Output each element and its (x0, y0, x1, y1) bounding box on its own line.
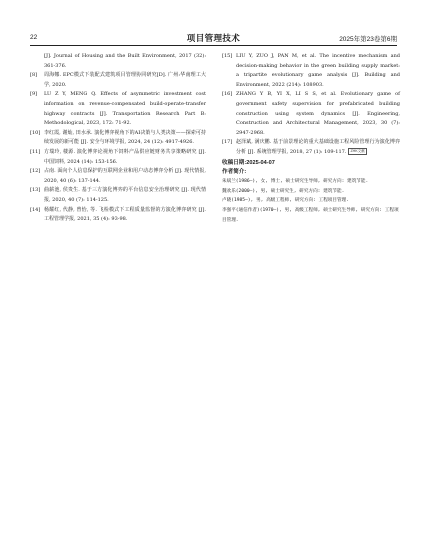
reference-text: LIU Y, ZUO J, PAN M, et al. The incentive mechanism and decision-making behavior in the green building supply market: a tripartite evolutionary game analysis [J]. Building and Environment, 2022 (214): 108903. (236, 53, 400, 88)
reference-item (30, 52, 206, 71)
reference-item (30, 129, 206, 148)
author-info-block (222, 177, 400, 225)
reference-text: [J]. Journal of Housing and the Built Environment, 2017 (32): 361-376. (44, 53, 206, 69)
reference-number: [16] (222, 91, 233, 98)
reference-number: [11] (30, 148, 41, 155)
page-header (30, 32, 397, 46)
reference-item (222, 52, 400, 90)
reference-text: 周海娜. EPC模式下装配式建筑项目管理协同研究[D]. 广州:华南理工大学, 2020. (44, 72, 206, 88)
reference-item (30, 186, 206, 205)
reference-number: [12] (30, 168, 41, 175)
reference-number: [13] (30, 187, 41, 194)
reference-text-body: 赵泽斌, 满庆鹏. 基于前景理论的重大基础设施工程风险管理行为演化博弈分析 [J]. 系统管理学报, 2018, 27 (1): 109-117. (236, 139, 400, 155)
received-value: 2025-04-07 (246, 159, 275, 166)
reference-number: [17] (222, 139, 233, 146)
reference-text: 占南. 面向个人信息保护的互联网企业和用户动态博弈分析 [J]. 现代情报, 2020, 40 (6): 137-144. (44, 168, 206, 184)
reference-number: [10] (30, 129, 41, 136)
reference-number: [15] (222, 53, 233, 59)
reference-text: 李红霞, 谢灿, 田水承. 演化博弈视角下的AI决策与人类决策——探索可持续发展的新可能 [J]. 安全与环境学报, 2024, 24 (12): 4917-4926. (44, 129, 206, 146)
reference-item (30, 167, 206, 186)
cnki-stamp: ZHK文献 (350, 148, 365, 153)
reference-item (30, 206, 206, 225)
reference-item (30, 71, 206, 90)
issue-info: 2025年第23卷第6期 (339, 36, 397, 43)
reference-item (222, 90, 400, 138)
right-reference-column (222, 52, 400, 225)
author-section-title: 作者简介: (222, 168, 247, 175)
reference-number: [8] (30, 72, 38, 79)
author-line: 卢晓(1985—), 男, 高级工程师, 研究方向: 工程项目管理. (222, 198, 349, 204)
reference-text: ZHANG Y B, YI X, LI S S, et al. Evolutionary game of government safety supervision for prefabricated building construction using system dynamics [J]. Engineering, Construction and Architectural Management, 2023, 30 (7): 2947-2968. (236, 91, 400, 136)
journal-title: 项目管理技术 (186, 33, 241, 43)
reference-text: 曲薪池, 侯贵生. 基于三方演化博弈的平台信息安全治理研究 [J]. 现代情报, 2020, 40 (7): 114-125. (44, 187, 206, 203)
reference-text (236, 138, 400, 157)
author-line: 魏欢乐(2000—), 男, 硕士研究生, 研究方向: 建筑节能. (222, 188, 345, 194)
reference-item (30, 90, 206, 128)
reference-number: [9] (30, 91, 38, 98)
reference-item (30, 148, 206, 167)
reference-text: LU Z Y, MENG Q. Effects of asymmetric investment cost information on revenue-compensated build-operate-transfer highway contracts [J]. Transportation Research Part B: Methodological, 2023, 172: 71-92. (44, 91, 206, 127)
author-line: 李强平(通信作者)(1970—), 男, 高级工程师, 硕士研究生导师, 研究方向: 工程项目管理. (222, 207, 399, 223)
author-line: 朱斌兰(1986—), 女, 博士, 硕士研究生导师, 研究方向: 建筑节能. (222, 179, 369, 185)
reference-text: 杨耀红, 代静, 曾怡, 等. 飞检模式下工程质量监督的方演化博弈研究 [J]. 工程管理学报, 2021, 35 (4): 93-98. (44, 206, 206, 223)
reference-text: 方瑞玲, 楼源. 演化博弈论视角下饲料产品供应链财务共享策略研究 [J]. 中国饲料, 2024 (14): 153-156. (44, 148, 206, 165)
reference-number: [14] (30, 206, 41, 213)
received-label: 收稿日期: (222, 159, 247, 166)
received-date (222, 158, 400, 168)
left-reference-column (30, 52, 206, 225)
page-number: 22 (30, 34, 38, 41)
reference-item (222, 138, 400, 157)
